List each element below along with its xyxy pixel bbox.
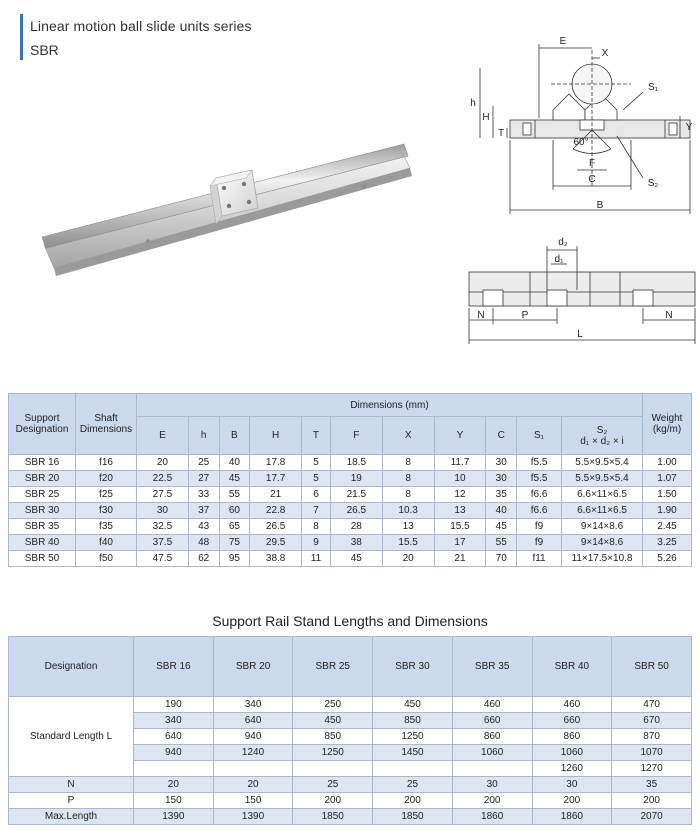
col-hh: H bbox=[250, 417, 302, 455]
cell-length: 660 bbox=[452, 713, 532, 729]
cell-s2: 5.5×9.5×5.4 bbox=[562, 471, 643, 487]
label-x: X bbox=[601, 48, 609, 59]
table-row bbox=[9, 503, 692, 519]
cell-t: 7 bbox=[302, 503, 331, 519]
label-y: Y bbox=[685, 122, 693, 133]
cell-max-length: 1860 bbox=[452, 809, 532, 825]
cell-h: 62 bbox=[188, 551, 219, 567]
cell-shaft: f50 bbox=[76, 551, 137, 567]
col-model: SBR 50 bbox=[612, 637, 692, 697]
cell-c: 40 bbox=[486, 503, 517, 519]
cell-h: 21 bbox=[250, 487, 302, 503]
cell-c: 70 bbox=[486, 551, 517, 567]
cell-n: 25 bbox=[373, 777, 453, 793]
cell-length: 1260 bbox=[532, 761, 612, 777]
cell-length: 940 bbox=[213, 729, 293, 745]
cell-max-length: 1860 bbox=[532, 809, 612, 825]
col-model: SBR 40 bbox=[532, 637, 612, 697]
cell-e: 30 bbox=[137, 503, 189, 519]
label-t: T bbox=[497, 128, 505, 139]
cell-t: 5 bbox=[302, 455, 331, 471]
cell-e: 27.5 bbox=[137, 487, 189, 503]
cell-h: 26.5 bbox=[250, 519, 302, 535]
cell-length: 860 bbox=[532, 729, 612, 745]
cell-length: 450 bbox=[373, 697, 453, 713]
cell-n: 20 bbox=[213, 777, 293, 793]
cell-e: 20 bbox=[137, 455, 189, 471]
cell-t: 6 bbox=[302, 487, 331, 503]
cell-y: 13 bbox=[434, 503, 486, 519]
cell-d: SBR 30 bbox=[9, 503, 76, 519]
cell-h: 17.8 bbox=[250, 455, 302, 471]
col-f: F bbox=[330, 417, 382, 455]
dimensions-table bbox=[8, 393, 692, 567]
cell-w: 3.25 bbox=[643, 535, 692, 551]
cell-shaft: f20 bbox=[76, 471, 137, 487]
cell-w: 5.26 bbox=[643, 551, 692, 567]
col-s2-label: S₂ bbox=[596, 424, 608, 436]
cell-s2: 11×17.5×10.8 bbox=[562, 551, 643, 567]
cell-n: 35 bbox=[612, 777, 692, 793]
cell-max-length: 2070 bbox=[612, 809, 692, 825]
cell-p: 200 bbox=[293, 793, 373, 809]
cell-w: 1.90 bbox=[643, 503, 692, 519]
cell-f: 45 bbox=[330, 551, 382, 567]
table-row bbox=[9, 551, 692, 567]
col-model: SBR 30 bbox=[373, 637, 453, 697]
cell-length: 1060 bbox=[452, 745, 532, 761]
cell-y: 15.5 bbox=[434, 519, 486, 535]
col-model: SBR 35 bbox=[452, 637, 532, 697]
cell-length: 190 bbox=[134, 697, 214, 713]
col-support-designation: Support Designation bbox=[9, 394, 76, 455]
cell-b: 75 bbox=[219, 535, 250, 551]
cell-shaft: f35 bbox=[76, 519, 137, 535]
cell-d: SBR 25 bbox=[9, 487, 76, 503]
cell-length: 1450 bbox=[373, 745, 453, 761]
cell-x: 8 bbox=[382, 487, 434, 503]
cell-length: 470 bbox=[612, 697, 692, 713]
cell-length: 940 bbox=[134, 745, 214, 761]
cell-p: 200 bbox=[612, 793, 692, 809]
col-x: X bbox=[382, 417, 434, 455]
col-y: Y bbox=[434, 417, 486, 455]
cell-max-length: 1850 bbox=[373, 809, 453, 825]
cell-p: 150 bbox=[213, 793, 293, 809]
cell-b: 55 bbox=[219, 487, 250, 503]
cell-h: 33 bbox=[188, 487, 219, 503]
label-p: P bbox=[521, 310, 529, 321]
cell-s2: 5.5×9.5×5.4 bbox=[562, 455, 643, 471]
cell-p: 150 bbox=[134, 793, 214, 809]
cell-n: 25 bbox=[293, 777, 373, 793]
cell-shaft: f25 bbox=[76, 487, 137, 503]
cell-b: 40 bbox=[219, 455, 250, 471]
cell-s1: f5.5 bbox=[517, 471, 562, 487]
cell-w: 1.07 bbox=[643, 471, 692, 487]
cell-h: 29.5 bbox=[250, 535, 302, 551]
cell-max-length: 1390 bbox=[134, 809, 214, 825]
cell-c: 30 bbox=[486, 455, 517, 471]
cell-length: 340 bbox=[213, 697, 293, 713]
cell-c: 45 bbox=[486, 519, 517, 535]
cell-length: 1240 bbox=[213, 745, 293, 761]
cell-h: 22.8 bbox=[250, 503, 302, 519]
lengths-table bbox=[8, 636, 692, 825]
col-designation: Designation bbox=[9, 637, 134, 697]
table-row bbox=[9, 793, 692, 809]
table-row bbox=[9, 519, 692, 535]
label-d2: d₂ bbox=[558, 237, 568, 248]
cell-b: 60 bbox=[219, 503, 250, 519]
cell-w: 1.00 bbox=[643, 455, 692, 471]
cell-d: SBR 20 bbox=[9, 471, 76, 487]
cell-t: 5 bbox=[302, 471, 331, 487]
cell-x: 13 bbox=[382, 519, 434, 535]
cell-t: 11 bbox=[302, 551, 331, 567]
cell-length: 250 bbox=[293, 697, 373, 713]
cell-h: 43 bbox=[188, 519, 219, 535]
col-s1: S₁ bbox=[517, 417, 562, 455]
cell-length: 450 bbox=[293, 713, 373, 729]
label-d1: d₁ bbox=[554, 254, 564, 265]
cell-s1: f5.5 bbox=[517, 455, 562, 471]
cell-length: 850 bbox=[293, 729, 373, 745]
cell-x: 15.5 bbox=[382, 535, 434, 551]
cell-h: 38.8 bbox=[250, 551, 302, 567]
cell-length: 1270 bbox=[612, 761, 692, 777]
cell-length: 1250 bbox=[293, 745, 373, 761]
cell-e: 47.5 bbox=[137, 551, 189, 567]
cell-length: 460 bbox=[532, 697, 612, 713]
cell-t: 8 bbox=[302, 519, 331, 535]
length-table-title: Support Rail Stand Lengths and Dimensions bbox=[212, 613, 488, 629]
col-e: E bbox=[137, 417, 189, 455]
label-h: H bbox=[482, 112, 490, 123]
cell-b: 45 bbox=[219, 471, 250, 487]
row-label-n: N bbox=[9, 777, 134, 793]
col-dimensions-group: Dimensions (mm) bbox=[137, 394, 643, 417]
cell-y: 21 bbox=[434, 551, 486, 567]
table-row bbox=[9, 471, 692, 487]
cell-length: 340 bbox=[134, 713, 214, 729]
cell-length: 660 bbox=[532, 713, 612, 729]
cross-section-diagram bbox=[455, 28, 700, 228]
table-row bbox=[9, 809, 692, 825]
cell-h: 25 bbox=[188, 455, 219, 471]
cell-p: 200 bbox=[532, 793, 612, 809]
cell-e: 32.5 bbox=[137, 519, 189, 535]
cell-length: 640 bbox=[134, 729, 214, 745]
cell-y: 12 bbox=[434, 487, 486, 503]
table-row bbox=[9, 777, 692, 793]
col-weight: Weight (kg/m) bbox=[643, 394, 692, 455]
cell-s2: 9×14×8.6 bbox=[562, 519, 643, 535]
cell-n: 30 bbox=[532, 777, 612, 793]
cell-p: 200 bbox=[373, 793, 453, 809]
cell-c: 30 bbox=[486, 471, 517, 487]
cell-x: 8 bbox=[382, 455, 434, 471]
cell-length: 640 bbox=[213, 713, 293, 729]
cell-s1: f6.6 bbox=[517, 503, 562, 519]
label-c: C bbox=[588, 174, 596, 185]
row-label-standard-length: Standard Length L bbox=[9, 697, 134, 777]
cell-e: 37.5 bbox=[137, 535, 189, 551]
col-h: h bbox=[188, 417, 219, 455]
cell-e: 22.5 bbox=[137, 471, 189, 487]
cell-length: 670 bbox=[612, 713, 692, 729]
cell-f: 38 bbox=[330, 535, 382, 551]
series-code: SBR bbox=[30, 42, 59, 58]
cell-shaft: f16 bbox=[76, 455, 137, 471]
cell-s2: 9×14×8.6 bbox=[562, 535, 643, 551]
cell-h: 37 bbox=[188, 503, 219, 519]
row-label-max-length: Max.Length bbox=[9, 809, 134, 825]
cell-w: 2.45 bbox=[643, 519, 692, 535]
cell-length: 1250 bbox=[373, 729, 453, 745]
cell-n: 30 bbox=[452, 777, 532, 793]
label-h-small: h bbox=[470, 98, 476, 109]
label-b: B bbox=[596, 200, 604, 211]
col-model: SBR 25 bbox=[293, 637, 373, 697]
cell-s1: f6.6 bbox=[517, 487, 562, 503]
cell-x: 10.3 bbox=[382, 503, 434, 519]
cell-max-length: 1390 bbox=[213, 809, 293, 825]
cell-length: 1060 bbox=[532, 745, 612, 761]
label-n-right: N bbox=[665, 310, 673, 321]
cell-p: 200 bbox=[452, 793, 532, 809]
cell-d: SBR 50 bbox=[9, 551, 76, 567]
cell-s2: 6.6×11×6.5 bbox=[562, 487, 643, 503]
cell-length: 460 bbox=[452, 697, 532, 713]
table-row bbox=[9, 487, 692, 503]
cell-h: 17.7 bbox=[250, 471, 302, 487]
header-accent-bar bbox=[20, 14, 23, 60]
label-e: E bbox=[559, 36, 567, 47]
cell-c: 55 bbox=[486, 535, 517, 551]
cell-length: 860 bbox=[452, 729, 532, 745]
cell-shaft: f40 bbox=[76, 535, 137, 551]
cell-f: 19 bbox=[330, 471, 382, 487]
cell-d: SBR 16 bbox=[9, 455, 76, 471]
page-title: Linear motion ball slide units series bbox=[30, 18, 252, 34]
table-row bbox=[9, 697, 692, 713]
col-model: SBR 20 bbox=[213, 637, 293, 697]
cell-f: 26.5 bbox=[330, 503, 382, 519]
cell-s1: f9 bbox=[517, 519, 562, 535]
col-s2-sublabel: d₁ × d₂ × i bbox=[580, 435, 624, 447]
cell-h: 48 bbox=[188, 535, 219, 551]
cell-t: 9 bbox=[302, 535, 331, 551]
cell-length bbox=[213, 761, 293, 777]
cell-y: 10 bbox=[434, 471, 486, 487]
side-view-diagram bbox=[455, 232, 700, 352]
col-shaft-dimensions: Shaft Dimensions bbox=[76, 394, 137, 455]
label-n-left: N bbox=[477, 310, 485, 321]
cell-y: 17 bbox=[434, 535, 486, 551]
label-l: L bbox=[577, 329, 583, 340]
cell-d: SBR 35 bbox=[9, 519, 76, 535]
cell-b: 65 bbox=[219, 519, 250, 535]
cell-max-length: 1850 bbox=[293, 809, 373, 825]
cell-h: 27 bbox=[188, 471, 219, 487]
cell-length bbox=[293, 761, 373, 777]
col-b: B bbox=[219, 417, 250, 455]
product-image bbox=[20, 130, 440, 300]
cell-b: 95 bbox=[219, 551, 250, 567]
cell-length bbox=[452, 761, 532, 777]
cell-f: 18.5 bbox=[330, 455, 382, 471]
cell-length: 850 bbox=[373, 713, 453, 729]
cell-shaft: f30 bbox=[76, 503, 137, 519]
label-angle: 60° bbox=[573, 137, 589, 148]
cell-d: SBR 40 bbox=[9, 535, 76, 551]
cell-s1: f11 bbox=[517, 551, 562, 567]
cell-length: 870 bbox=[612, 729, 692, 745]
cell-x: 8 bbox=[382, 471, 434, 487]
label-f: F bbox=[588, 158, 596, 169]
col-model: SBR 16 bbox=[134, 637, 214, 697]
table-row bbox=[9, 535, 692, 551]
table-row bbox=[9, 455, 692, 471]
cell-s2: 6.6×11×6.5 bbox=[562, 503, 643, 519]
cell-f: 21.5 bbox=[330, 487, 382, 503]
cell-length: 1070 bbox=[612, 745, 692, 761]
col-t: T bbox=[302, 417, 331, 455]
cell-c: 35 bbox=[486, 487, 517, 503]
cell-w: 1.50 bbox=[643, 487, 692, 503]
cell-y: 11.7 bbox=[434, 455, 486, 471]
col-c: C bbox=[486, 417, 517, 455]
label-s1: S₁ bbox=[647, 82, 659, 93]
label-s2: S₂ bbox=[647, 178, 659, 189]
cell-length bbox=[373, 761, 453, 777]
cell-n: 20 bbox=[134, 777, 214, 793]
col-s2 bbox=[562, 417, 643, 455]
cell-x: 20 bbox=[382, 551, 434, 567]
cell-f: 28 bbox=[330, 519, 382, 535]
cell-s1: f9 bbox=[517, 535, 562, 551]
row-label-p: P bbox=[9, 793, 134, 809]
cell-length bbox=[134, 761, 214, 777]
